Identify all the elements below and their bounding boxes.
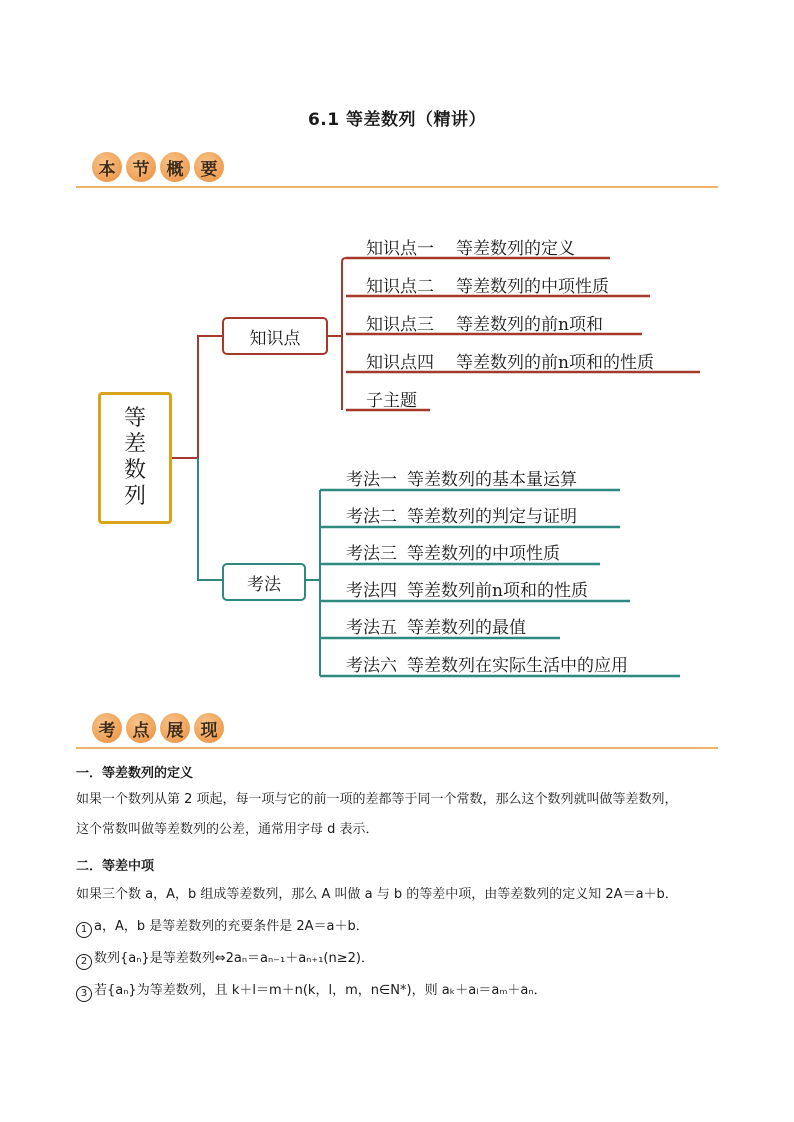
heading-middle-term: 二．等差中项: [76, 859, 155, 874]
paragraph-line: 这个常数叫做等差数列的公差，通常用字母 d 表示．: [76, 822, 379, 837]
banner-char: 现: [194, 713, 224, 743]
banner-char: 点: [126, 713, 156, 743]
knowledge-item-id: 知识点三: [366, 315, 434, 335]
circled-number: 2: [76, 954, 92, 970]
knowledge-item-id: 知识点四: [366, 353, 434, 373]
banner-char: 要: [194, 152, 224, 182]
knowledge-item-text: 等差数列的前n项和: [456, 315, 603, 335]
knowledge-item: [366, 348, 654, 373]
method-item-text: 等差数列的最值: [407, 618, 526, 638]
banner-char: 本: [92, 152, 122, 182]
banner-rule: [76, 747, 718, 749]
mind-map-root: [98, 392, 172, 524]
knowledge-item: [366, 272, 609, 297]
branch-knowledge: 知识点: [222, 317, 328, 355]
list-item-text: 若{aₙ}为等差数列，且 k＋l＝m＋n(k，l，m，n∈N*)，则 aₖ＋aₗ＝aₘ＋aₙ．: [94, 983, 547, 998]
section-banner-points: [76, 713, 718, 749]
method-item-text: 等差数列在实际生活中的应用: [407, 656, 628, 676]
root-char: 等: [123, 406, 146, 431]
knowledge-item-id: 知识点二: [366, 277, 434, 297]
method-item: [346, 576, 588, 601]
method-item-id: 考法四: [346, 581, 397, 601]
banner-char: 节: [126, 152, 156, 182]
list-item-text: a，A，b 是等差数列的充要条件是 2A＝a＋b．: [94, 919, 369, 934]
method-item: [346, 613, 526, 638]
root-char: 列: [123, 484, 146, 509]
root-char: 差: [123, 432, 146, 457]
knowledge-item: [366, 234, 575, 259]
paragraph-line: 如果一个数列从第 2 项起，每一项与它的前一项的差都等于同一个常数，那么这个数列就叫做等差数列，: [76, 792, 678, 807]
list-item-text: 数列{aₙ}是等差数列⇔2aₙ＝aₙ₋₁＋aₙ₊₁(n≥2)．: [94, 951, 374, 966]
branch-methods: 考法: [222, 563, 306, 601]
method-item: [346, 502, 577, 527]
method-item-id: 考法五: [346, 618, 397, 638]
method-item: [346, 539, 560, 564]
method-item-text: 等差数列前n项和的性质: [407, 581, 588, 601]
circled-number: 1: [76, 922, 92, 938]
method-item-text: 等差数列的基本量运算: [407, 470, 577, 490]
method-item-text: 等差数列的中项性质: [407, 544, 560, 564]
list-item: [76, 950, 374, 970]
knowledge-item-text: 等差数列的中项性质: [456, 277, 609, 297]
method-item: [346, 651, 628, 676]
banner-char: 考: [92, 713, 122, 743]
method-item-id: 考法三: [346, 544, 397, 564]
knowledge-item: [366, 310, 603, 335]
banner-char: 展: [160, 713, 190, 743]
knowledge-item-text: 等差数列的定义: [456, 239, 575, 259]
page-title: 6.1 等差数列（精讲）: [307, 110, 487, 130]
knowledge-item: [366, 386, 417, 411]
method-item-id: 考法二: [346, 507, 397, 527]
banner-char: 概: [160, 152, 190, 182]
root-char: 数: [123, 458, 146, 483]
method-item-id: 考法六: [346, 656, 397, 676]
paragraph-line: 如果三个数 a，A，b 组成等差数列，那么 A 叫做 a 与 b 的等差中项，由等差数列的定义知 2A＝a＋b．: [76, 887, 678, 902]
heading-definition: 一．等差数列的定义: [76, 766, 194, 781]
method-item-id: 考法一: [346, 470, 397, 490]
list-item: [76, 918, 369, 938]
circled-number: 3: [76, 986, 92, 1002]
knowledge-item-text: 等差数列的前n项和的性质: [456, 353, 654, 373]
method-item: [346, 465, 577, 490]
method-item-text: 等差数列的判定与证明: [407, 507, 577, 527]
knowledge-item-id: 知识点一: [366, 239, 434, 259]
list-item: [76, 982, 547, 1002]
knowledge-item-id: 子主题: [366, 391, 417, 411]
